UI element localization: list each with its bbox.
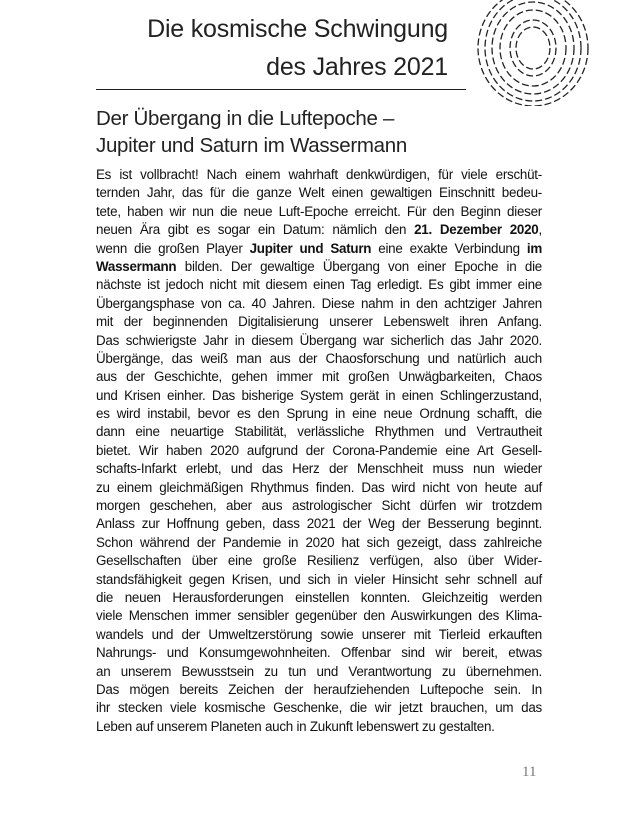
chapter-title	[147, 10, 448, 86]
text-segment: und Krisen einher. Das bisherige System gerät in einen Schlingerzustand,	[96, 387, 542, 403]
text-segment: Das schwierigste Jahr in diesem Übergang war sicherlich das Jahr 2020.	[96, 332, 542, 348]
text-segment: bietet. Wir haben 2020 aufgrund der Corona-Pandemie eine Art Gesell-	[96, 442, 542, 458]
text-segment: standsfähigkeit gegen Krisen, und sich in vieler Hinsicht sehr schnell auf	[96, 571, 542, 587]
body-line	[96, 626, 542, 644]
body-line	[96, 332, 542, 350]
body-line	[96, 552, 542, 570]
bold-text: im	[526, 240, 542, 256]
body-line	[96, 644, 542, 662]
bold-text: Jupiter und Saturn	[249, 240, 372, 256]
body-line	[96, 258, 542, 276]
concentric-dashed-circles-icon	[470, 0, 600, 106]
text-segment: an unserem Bewusstsein zu tun und Verantwortung zu übernehmen.	[96, 663, 542, 679]
body-line	[96, 571, 542, 589]
body-line	[96, 221, 542, 239]
chapter-title-line-1: Die kosmische Schwingung	[147, 15, 448, 43]
text-segment: zu einem gleichmäßigen Rhythmus finden. Das wird nicht von heute auf	[96, 479, 542, 495]
text-segment: es wird instabil, bevor es den Sprung in eine neue Ordnung schafft, die	[96, 406, 542, 422]
body-line	[96, 718, 542, 736]
subtitle-line-1: Der Übergang in die Luftepoche –	[96, 107, 395, 130]
body-line	[96, 368, 542, 386]
bold-text: Wassermann	[96, 258, 177, 274]
body-line	[96, 589, 542, 607]
body-line	[96, 497, 542, 515]
text-segment: morgen geschehen, aber aus astrologischer Sicht dürfen wir trotzdem	[96, 498, 542, 514]
body-line	[96, 295, 542, 313]
text-segment: ihr stecken viele kosmische Geschenke, die wir jetzt brauchen, um das	[96, 700, 542, 716]
section-subtitle	[96, 105, 407, 159]
body-line	[96, 405, 542, 423]
bold-text: 21. Dezember 2020	[414, 222, 539, 238]
text-segment: nächste ist jedoch nicht mit diesem einen Tag erledigt. Es gibt immer eine	[96, 277, 542, 293]
text-segment: Das mögen bereits Zeichen der heraufziehenden Luftepoche sein. In	[96, 681, 542, 697]
text-segment: ternden Jahr, das für die ganze Welt einen gewaltigen Einschnitt bedeu-	[96, 185, 542, 201]
chapter-title-line-2: des Jahres 2021	[266, 53, 448, 81]
body-line	[96, 350, 542, 368]
text-segment: mit der beginnenden Digitalisierung unserer Lebenswelt ihren Anfang.	[96, 314, 542, 330]
body-line	[96, 460, 542, 478]
body-line	[96, 423, 542, 441]
body-line	[96, 184, 542, 202]
body-line	[96, 515, 542, 533]
body-line	[96, 607, 542, 625]
body-line	[96, 534, 542, 552]
text-segment: bilden. Der gewaltige Übergang von einer Epoche in die	[176, 258, 542, 274]
text-segment: Übergangsphase von ca. 40 Jahren. Diese nahm in den achtziger Jahren	[96, 295, 542, 311]
text-segment: Nahrungs- und Konsumgewohnheiten. Offenbar sind wir bereit, etwas	[96, 645, 542, 661]
text-segment: schafts-Infarkt erlebt, und das Herz der Menschheit muss nun wieder	[96, 461, 542, 477]
text-segment: ,	[538, 222, 542, 238]
body-line	[96, 313, 542, 331]
text-segment: aus der Geschichte, gehen immer mit großen Unwägbarkeiten, Chaos	[96, 369, 542, 385]
text-segment: wenn die großen Player	[96, 240, 250, 256]
body-paragraph	[96, 166, 542, 736]
header-divider	[96, 89, 466, 90]
text-segment: wandels und der Umweltzerstörung sowie unserer mit Tierleid erkauften	[96, 626, 542, 642]
body-line	[96, 240, 542, 258]
text-segment: dann eine neuartige Stabilität, verlässliche Rhythmen und Vertrautheit	[96, 424, 542, 440]
text-segment: Schon während der Pandemie in 2020 hat sich gezeigt, dass zahlreiche	[96, 534, 542, 550]
body-line	[96, 699, 542, 717]
text-segment: Es ist vollbracht! Nach einem wahrhaft denkwürdigen, für viele erschüt-	[96, 167, 542, 182]
text-segment: die neuen Herausforderungen einstellen konnten. Gleichzeitig werden	[96, 589, 542, 605]
text-segment: neuen Ära gibt es sogar ein Datum: nämlich den	[96, 222, 415, 238]
text-segment: Anlass zur Hoffnung geben, dass 2021 der Weg der Besserung beginnt.	[96, 516, 542, 532]
body-line	[96, 479, 542, 497]
text-segment: viele Menschen immer sensibler gegenüber den Auswirkungen des Klima-	[96, 608, 542, 624]
text-segment: Gesellschaften über eine große Resilienz verfügen, also über Wider-	[96, 553, 542, 569]
text-segment: Leben auf unserem Planeten auch in Zukunft lebenswert zu gestalten.	[96, 718, 495, 734]
body-line	[96, 681, 542, 699]
subtitle-line-2: Jupiter und Saturn im Wassermann	[96, 134, 407, 157]
body-line	[96, 663, 542, 681]
body-line	[96, 166, 542, 184]
body-line	[96, 203, 542, 221]
page-number: 11	[522, 764, 537, 780]
text-segment: eine exakte Verbindung	[371, 240, 527, 256]
body-line	[96, 387, 542, 405]
text-segment: tete, haben wir nun die neue Luft-Epoche erreicht. Für den Beginn dieser	[96, 203, 542, 219]
text-segment: Übergänge, das weiß man aus der Chaosforschung und natürlich auch	[96, 350, 542, 366]
body-line	[96, 442, 542, 460]
body-line	[96, 276, 542, 294]
